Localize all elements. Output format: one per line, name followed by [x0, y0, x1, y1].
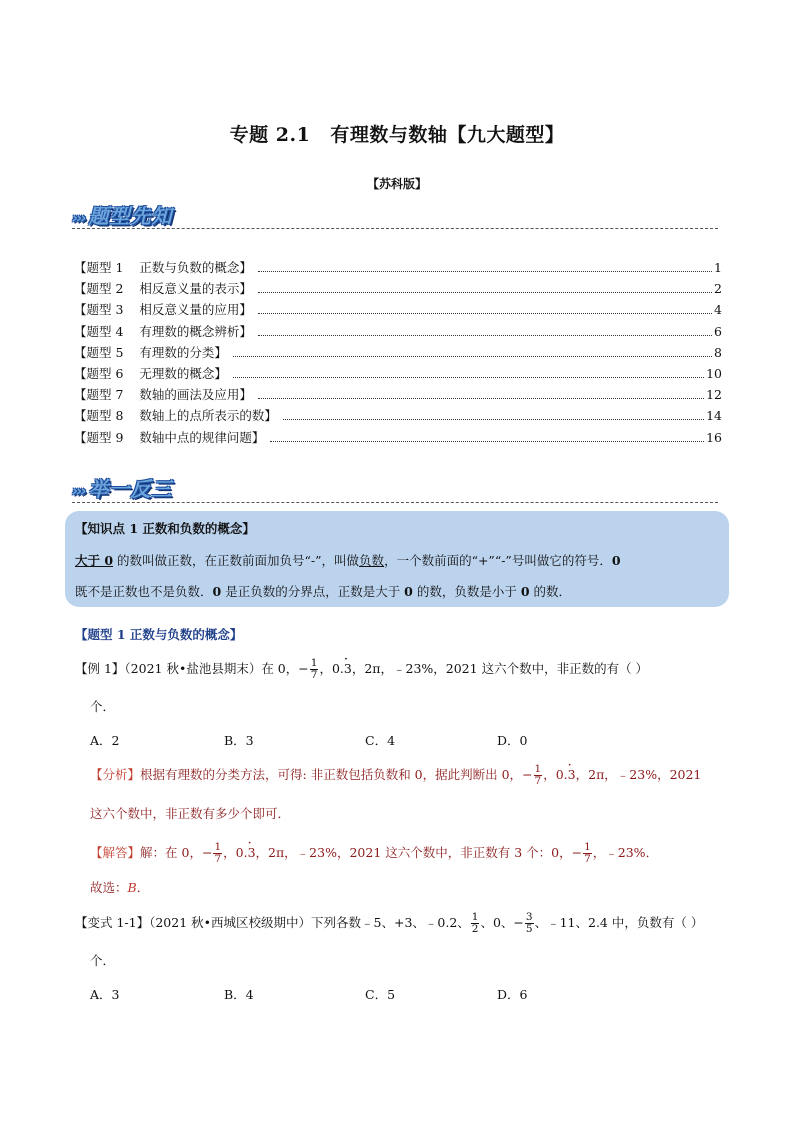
option-c[interactable]: C．4: [365, 733, 396, 748]
kp-text: 的数叫做正数，在正数前面加负号“-”，叫做: [113, 553, 360, 568]
leader-dots: [258, 398, 704, 399]
knowledge-point-title: 【知识点 1 正数和负数的概念】: [75, 521, 255, 536]
leader-dots: [233, 377, 704, 378]
question-text: 、0、: [480, 915, 514, 930]
answer-text: ，2π，﹣23%，2021 这六个数中，非正数有 3 个：0，: [255, 845, 572, 860]
toc-item-page: 1: [714, 260, 722, 275]
toc-item-label: 【题型 8 数轴上的点所表示的数】: [74, 408, 277, 424]
numerator: 1: [310, 657, 318, 669]
toc-item-label: 【题型 3 相反意义量的应用】: [74, 302, 252, 318]
denominator: 2: [471, 923, 479, 935]
toc-section-banner: [72, 200, 173, 230]
leader-dots: [270, 441, 704, 442]
toc-item-page: 14: [706, 408, 722, 424]
kp-text: 的数．: [529, 584, 572, 599]
analysis: 【分析】根据有理数的分类方法，可得: 非正数包括负数和 0，据此判断出 0，− $\frac{1}{7}$ ，0.· 3，2π，﹣23%，2021: [90, 764, 701, 787]
denominator: 7: [584, 853, 591, 865]
toc-item[interactable]: [74, 258, 722, 279]
edition-label: 【苏科版】: [366, 177, 427, 191]
variant-1-1-question: 【变式 1-1】（2021 秋•西城区校级期中）下列各数﹣5、+3、﹣0.2、 $\frac{1}{2}$ 、0、− $\frac{3}{5}$ 、﹣11、2.4 中，负数有（ ）: [75, 911, 704, 935]
fraction: [213, 842, 222, 865]
knowledge-point-line-2: [75, 582, 571, 600]
option-d[interactable]: D．0: [497, 733, 528, 748]
question-type-heading: 【题型 1 正数与负数的概念】: [75, 627, 243, 642]
question-text: 【例 1】（2021 秋•盐池县期末）在 0，: [75, 661, 299, 676]
denominator: 7: [214, 853, 222, 865]
leader-dots: [258, 335, 712, 336]
fraction: [525, 912, 534, 935]
analysis-cont: 这六个数中，非正数有多少个即可．: [90, 806, 291, 821]
practice-banner-text: 举一反三: [88, 477, 173, 501]
fraction: [471, 912, 480, 935]
question-text: 、﹣11、2.4 中，负数有（ ）: [534, 915, 704, 930]
answer-text: ，﹣23%．: [592, 845, 659, 860]
numerator: 1: [471, 911, 479, 923]
toc-item[interactable]: [74, 385, 722, 406]
question-text: 【变式 1-1】（2021 秋•西城区校级期中）下列各数﹣5、+3、﹣0.2、: [75, 915, 470, 930]
answer-text: ，0.: [223, 845, 248, 860]
denominator: 5: [525, 923, 533, 935]
fraction: [310, 658, 319, 681]
kp-zero: 0: [611, 553, 621, 568]
title-text: 有理数与数轴【九大题型】: [330, 124, 565, 146]
question-text: ，2π，﹣23%，2021 这六个数中，非正数的有（ ）: [351, 661, 649, 676]
toc-item-page: 16: [706, 429, 722, 445]
kp-text: ，一个数前面的“+”“-”号叫做它的符号．: [384, 553, 612, 568]
page-title: [0, 120, 794, 147]
numerator: 1: [534, 763, 542, 775]
denominator: 7: [310, 669, 318, 681]
kp-text: 是正负数的分界点，正数是大于: [221, 584, 405, 599]
answer: 【解答】解：在 0，− $\frac{1}{7}$ ，0.· 3，2π，﹣23%，2021 这六个数中，非正数有 3 个：0，− $\frac{1}{7}$ ，﹣23%．: [90, 842, 658, 865]
choice-prefix: 故选：: [90, 880, 128, 895]
toc-item-label: 【题型 2 相反意义量的表示】: [74, 281, 252, 297]
question-text: ，0.: [319, 661, 344, 676]
toc-item[interactable]: [74, 279, 722, 300]
toc-item[interactable]: [74, 322, 722, 343]
fraction: [534, 764, 543, 787]
leader-dots: [283, 419, 704, 420]
analysis-text: ，2π，﹣23%，2021: [575, 767, 702, 782]
toc-item-label: 【题型 5 有理数的分类】: [74, 344, 227, 360]
toc-item[interactable]: [74, 364, 722, 385]
divider: [72, 502, 718, 503]
leader-dots: [258, 313, 712, 314]
toc-item[interactable]: [74, 343, 722, 364]
arrows-icon: ›››: [72, 209, 85, 227]
toc-item[interactable]: [74, 406, 722, 427]
fraction: [583, 842, 592, 865]
repeating-digit: · 3: [568, 767, 576, 782]
kp-zero: 0: [520, 584, 530, 599]
toc-item-page: 12: [706, 387, 722, 403]
kp-text: 的数，负数是小于: [412, 584, 521, 599]
repeating-digit: · 3: [248, 845, 256, 860]
knowledge-point-line-1: [75, 551, 621, 569]
table-of-contents: [74, 258, 722, 449]
toc-item-label: 【题型 9 数轴中点的规律问题】: [74, 429, 265, 445]
answer-text: 解：在 0，: [140, 845, 202, 860]
practice-section-banner: [72, 473, 173, 503]
toc-item-label: 【题型 6 无理数的概念】: [74, 365, 227, 381]
toc-item-page: 10: [706, 365, 722, 381]
analysis-text: 根据有理数的分类方法，可得: 非正数包括负数和 0，据此判断出 0，: [140, 767, 523, 782]
option-a[interactable]: A．3: [90, 987, 120, 1002]
option-c[interactable]: C．5: [365, 987, 396, 1002]
numerator: 1: [584, 841, 591, 853]
option-b[interactable]: B．4: [224, 987, 254, 1002]
divider: [72, 228, 718, 229]
analysis-tag: 【分析】: [90, 767, 141, 782]
final-choice: [90, 878, 149, 896]
toc-item-label: 【题型 4 有理数的概念辨析】: [74, 323, 252, 339]
choice-suffix: ．: [136, 880, 150, 895]
toc-banner-text: 题型先知: [88, 204, 173, 228]
leader-dots: [258, 271, 712, 272]
numerator: 3: [525, 911, 533, 923]
toc-item[interactable]: [74, 428, 722, 449]
toc-item-page: 8: [714, 344, 722, 360]
option-b[interactable]: B．3: [224, 733, 254, 748]
toc-item-page: 6: [714, 323, 722, 339]
toc-item-page: 2: [714, 281, 722, 297]
leader-dots: [258, 292, 712, 293]
toc-item-label: 【题型 7 数轴的画法及应用】: [74, 387, 252, 403]
kp-term-positive: 大于 0: [75, 553, 114, 568]
answer-tag: 【解答】: [90, 845, 141, 860]
variant-1-1-question-cont: 个．: [90, 953, 116, 968]
title-number: 专题 2.1: [229, 124, 311, 146]
kp-term-negative: 负数: [359, 553, 385, 568]
leader-dots: [233, 356, 712, 357]
toc-item[interactable]: [74, 300, 722, 321]
analysis-text: ，0.: [543, 767, 568, 782]
kp-zero: 0: [212, 584, 222, 599]
option-d[interactable]: D．6: [497, 987, 528, 1002]
example-1-question-cont: 个．: [90, 699, 116, 714]
example-1-question: 【例 1】（2021 秋•盐池县期末）在 0，− $\frac{1}{7}$ ，0.· 3，2π，﹣23%，2021 这六个数中，非正数的有（ ）: [75, 658, 648, 681]
toc-item-label: 【题型 1 正数与负数的概念】: [74, 260, 252, 275]
choice-letter: B: [127, 880, 137, 895]
kp-zero: 0: [404, 584, 413, 599]
repeating-digit: · 3: [344, 661, 352, 676]
denominator: 7: [534, 775, 542, 787]
option-a[interactable]: A．2: [90, 733, 120, 748]
arrows-icon: ›››: [72, 482, 85, 500]
numerator: 1: [214, 841, 222, 853]
kp-text: 既不是正数也不是负数．: [75, 584, 213, 599]
toc-item-page: 4: [714, 302, 722, 318]
